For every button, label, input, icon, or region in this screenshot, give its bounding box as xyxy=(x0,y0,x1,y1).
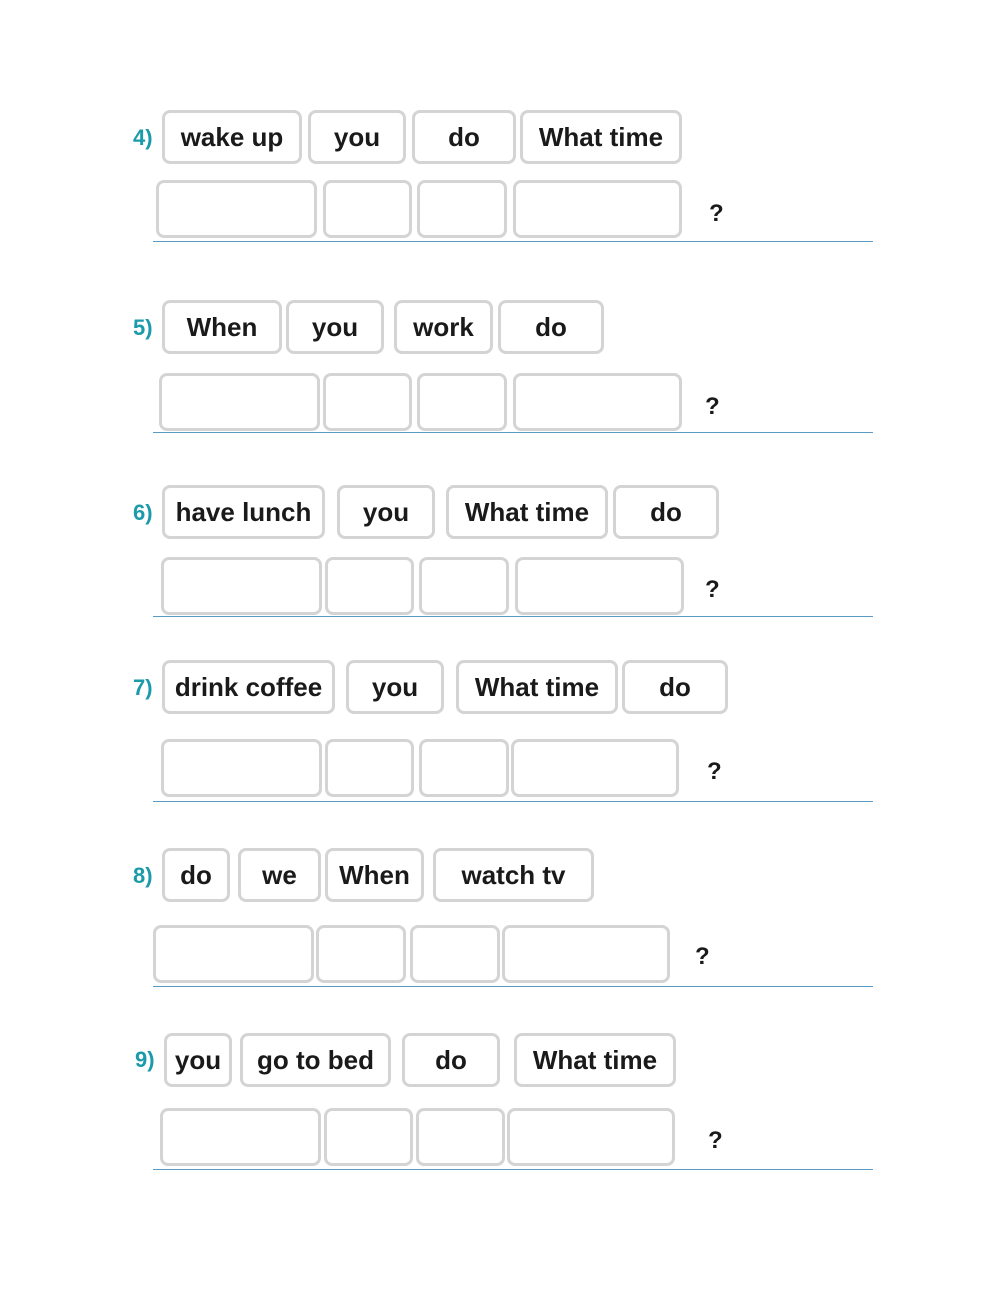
answer-slot[interactable] xyxy=(419,739,509,797)
answer-slot[interactable] xyxy=(416,1108,505,1166)
answer-slot[interactable] xyxy=(513,373,682,431)
word-tile[interactable]: you xyxy=(308,110,406,164)
answer-slot[interactable] xyxy=(502,925,670,983)
word-tile[interactable]: do xyxy=(498,300,604,354)
answer-line xyxy=(153,986,873,987)
answer-slot[interactable] xyxy=(156,180,317,238)
word-tile[interactable]: do xyxy=(613,485,719,539)
word-tile[interactable]: do xyxy=(412,110,516,164)
word-tile[interactable]: drink coffee xyxy=(162,660,335,714)
word-tile[interactable]: do xyxy=(402,1033,500,1087)
answer-line xyxy=(153,616,873,617)
answer-line xyxy=(153,801,873,802)
exercise-number: 4) xyxy=(133,125,153,150)
answer-line xyxy=(153,241,873,242)
question-mark: ? xyxy=(705,393,720,420)
exercise-number: 9) xyxy=(135,1047,155,1072)
word-tile[interactable]: you xyxy=(337,485,435,539)
answer-slot[interactable] xyxy=(515,557,684,615)
word-tile[interactable]: do xyxy=(622,660,728,714)
word-tile[interactable]: What time xyxy=(514,1033,676,1087)
question-mark: ? xyxy=(695,943,710,970)
answer-slot[interactable] xyxy=(511,739,679,797)
answer-slot[interactable] xyxy=(417,373,507,431)
answer-slot[interactable] xyxy=(419,557,509,615)
exercise-number: 6) xyxy=(133,500,153,525)
exercise-number: 7) xyxy=(133,675,153,700)
word-tile[interactable]: you xyxy=(164,1033,232,1087)
word-tile[interactable]: we xyxy=(238,848,321,902)
answer-slot[interactable] xyxy=(161,739,322,797)
answer-slot[interactable] xyxy=(324,1108,413,1166)
word-tile[interactable]: wake up xyxy=(162,110,302,164)
answer-slot[interactable] xyxy=(410,925,500,983)
question-mark: ? xyxy=(707,758,722,785)
answer-slot[interactable] xyxy=(160,1108,321,1166)
word-tile[interactable]: When xyxy=(325,848,424,902)
question-mark: ? xyxy=(708,1127,723,1154)
answer-slot[interactable] xyxy=(513,180,682,238)
answer-slot[interactable] xyxy=(316,925,406,983)
word-tile[interactable]: have lunch xyxy=(162,485,325,539)
answer-slot[interactable] xyxy=(323,373,412,431)
answer-line xyxy=(153,432,873,433)
word-tile[interactable]: What time xyxy=(446,485,608,539)
word-tile[interactable]: What time xyxy=(520,110,682,164)
word-tile[interactable]: you xyxy=(346,660,444,714)
exercise-number: 5) xyxy=(133,315,153,340)
word-tile[interactable]: What time xyxy=(456,660,618,714)
word-tile[interactable]: do xyxy=(162,848,230,902)
word-tile[interactable]: watch tv xyxy=(433,848,594,902)
question-mark: ? xyxy=(709,200,724,227)
exercise-number: 8) xyxy=(133,863,153,888)
answer-slot[interactable] xyxy=(507,1108,675,1166)
question-mark: ? xyxy=(705,576,720,603)
answer-slot[interactable] xyxy=(325,557,414,615)
answer-slot[interactable] xyxy=(417,180,507,238)
answer-slot[interactable] xyxy=(325,739,414,797)
word-tile[interactable]: go to bed xyxy=(240,1033,391,1087)
answer-line xyxy=(153,1169,873,1170)
answer-slot[interactable] xyxy=(323,180,412,238)
word-tile[interactable]: you xyxy=(286,300,384,354)
word-tile[interactable]: When xyxy=(162,300,282,354)
answer-slot[interactable] xyxy=(159,373,320,431)
answer-slot[interactable] xyxy=(161,557,322,615)
word-tile[interactable]: work xyxy=(394,300,493,354)
answer-slot[interactable] xyxy=(153,925,314,983)
